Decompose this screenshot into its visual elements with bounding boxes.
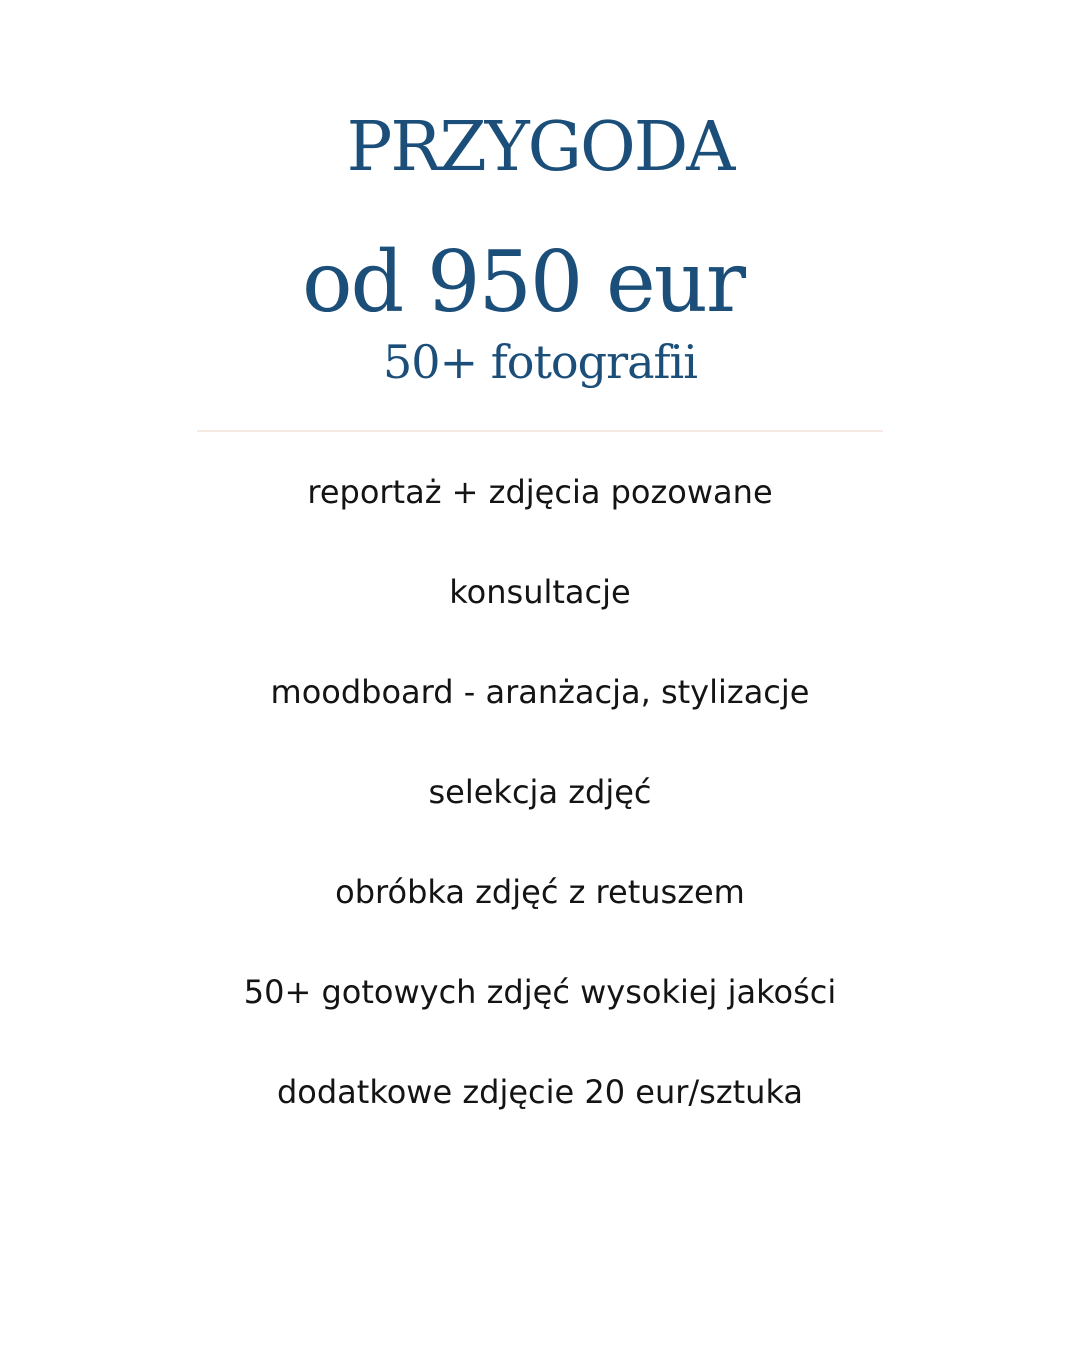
feature-list (0, 462, 1080, 1162)
package-title: PRZYGODA (346, 108, 734, 187)
package-price: od 950 eur (301, 233, 745, 331)
feature-item: konsultacje (449, 573, 631, 611)
feature-item: obróbka zdjęć z retuszem (335, 873, 745, 911)
feature-item: selekcja zdjęć (428, 773, 652, 811)
divider (197, 430, 883, 432)
photo-count: 50+ fotografii (383, 335, 697, 389)
feature-item: reportaż + zdjęcia pozowane (307, 473, 773, 511)
feature-item: moodboard - aranżacja, stylizacje (270, 673, 810, 711)
feature-item: dodatkowe zdjęcie 20 eur/sztuka (276, 1073, 804, 1111)
feature-item: 50+ gotowych zdjęć wysokiej jakości (243, 973, 837, 1011)
